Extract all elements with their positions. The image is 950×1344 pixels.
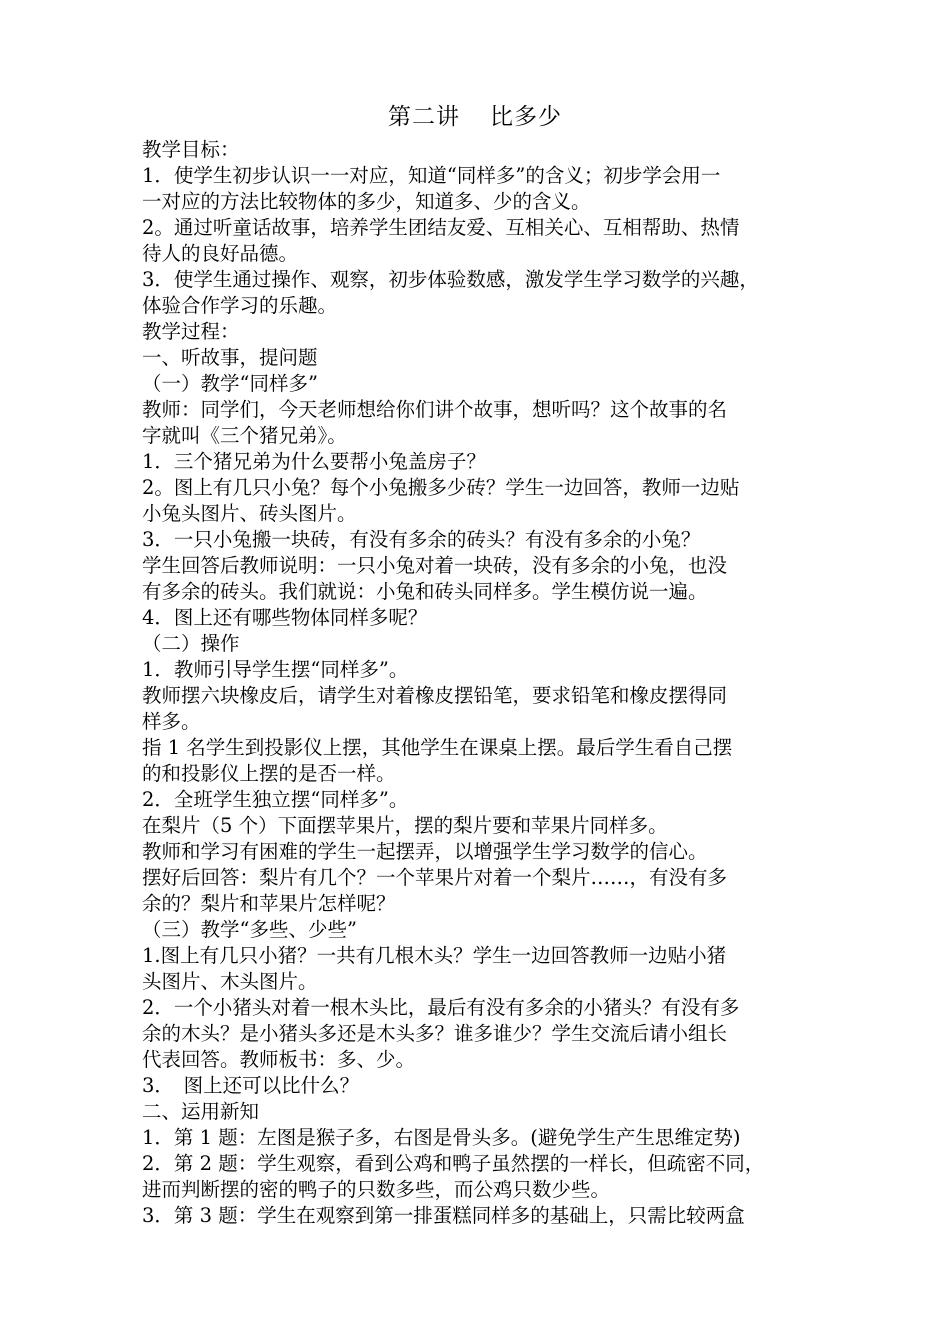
text-line: 进而判断摆的密的鸭子的只数多些，而公鸡只数少些。 (142, 1178, 611, 1201)
text-line: 3．第 3 题：学生在观察到第一排蛋糕同样多的基础上，只需比较两盒 (142, 1204, 745, 1227)
text-line: 1．第 1 题：左图是猴子多，右图是骨头多。(避免学生产生思维定势) (142, 1126, 741, 1149)
text-line: 体验合作学习的乐趣。 (142, 294, 338, 317)
text-line: 代表回答。教师板书：多、少。 (142, 1048, 416, 1071)
text-line: 1.图上有几只小猪？一共有几根木头？学生一边回答教师一边贴小猪 (142, 944, 727, 967)
text-line: 1．三个猪兄弟为什么要帮小兔盖房子？ (142, 450, 486, 473)
text-line: 1．使学生初步认识一一对应，知道“同样多”的含义；初步学会用一 (142, 164, 721, 187)
text-line: 4．图上还有哪些物体同样多呢？ (142, 606, 428, 629)
text-line: 教师：同学们，今天老师想给你们讲个故事，想听吗？这个故事的名 (142, 398, 728, 421)
text-line: 的和投影仪上摆的是否一样。 (142, 762, 396, 785)
text-line: 教学目标： (142, 138, 240, 161)
text-line: 学生回答后教师说明：一只小兔对着一块砖，没有多余的小兔，也没 (142, 554, 728, 577)
text-line: 2。通过听童话故事，培养学生团结友爱、互相关心、互相帮助、热情 (142, 216, 740, 239)
text-line: 头图片、木头图片。 (142, 970, 318, 993)
text-line: 在梨片（5 个）下面摆苹果片，摆的梨片要和苹果片同样多。 (142, 814, 668, 837)
document-body (142, 137, 822, 1229)
text-line: 教师摆六块橡皮后，请学生对着橡皮摆铅笔，要求铅笔和橡皮摆得同 (142, 684, 728, 707)
text-line: 3．一只小兔搬一块砖，有没有多余的砖头？有没有多余的小兔？ (142, 528, 701, 551)
title-lecture-number: 第二讲 (388, 104, 460, 130)
text-line: 3． 图上还可以比什么？ (142, 1074, 360, 1097)
text-line: 教师和学习有困难的学生一起摆弄，以增强学生学习数学的信心。 (142, 840, 708, 863)
text-line: 小兔头图片、砖头图片。 (142, 502, 357, 525)
text-line: 余的木头？是小猪头多还是木头多？谁多谁少？学生交流后请小组长 (142, 1022, 728, 1045)
text-line: 二、运用新知 (142, 1100, 260, 1123)
text-line: 指 1 名学生到投影仪上摆，其他学生在课桌上摆。最后学生看自己摆 (142, 736, 733, 759)
text-line: 2．一个小猪头对着一根木头比，最后有没有多余的小猪头？有没有多 (142, 996, 740, 1019)
text-line: （一）教学“同样多” (142, 372, 318, 395)
text-line: 摆好后回答：梨片有几个？一个苹果片对着一个梨片……，有没有多 (142, 866, 728, 889)
text-line: 有多余的砖头。我们就说：小兔和砖头同样多。学生模仿说一遍。 (142, 580, 708, 603)
text-line: 2。图上有几只小兔？每个小兔搬多少砖？学生一边回答，教师一边贴 (142, 476, 740, 499)
text-line: 余的？梨片和苹果片怎样呢？ (142, 892, 396, 915)
text-line: 一对应的方法比较物体的多少，知道多、少的含义。 (142, 190, 591, 213)
text-line: 3．使学生通过操作、观察，初步体验数感，激发学生学习数学的兴趣， (142, 268, 759, 291)
text-line: （二）操作 (142, 632, 240, 655)
page-title (0, 101, 950, 133)
text-line: 样多。 (142, 710, 201, 733)
text-line: 教学过程： (142, 320, 240, 343)
text-line: 2．第 2 题：学生观察，看到公鸡和鸭子虽然摆的一样长，但疏密不同， (142, 1152, 765, 1175)
title-topic: 比多少 (490, 104, 562, 130)
text-line: 字就叫《三个猪兄弟》。 (142, 424, 347, 447)
text-line: （三）教学“多些、少些” (142, 918, 357, 941)
text-line: 2．全班学生独立摆“同样多”。 (142, 788, 409, 811)
text-line: 一、听故事，提问题 (142, 346, 318, 369)
text-line: 待人的良好品德。 (142, 242, 299, 265)
text-line: 1．教师引导学生摆“同样多”。 (142, 658, 409, 681)
